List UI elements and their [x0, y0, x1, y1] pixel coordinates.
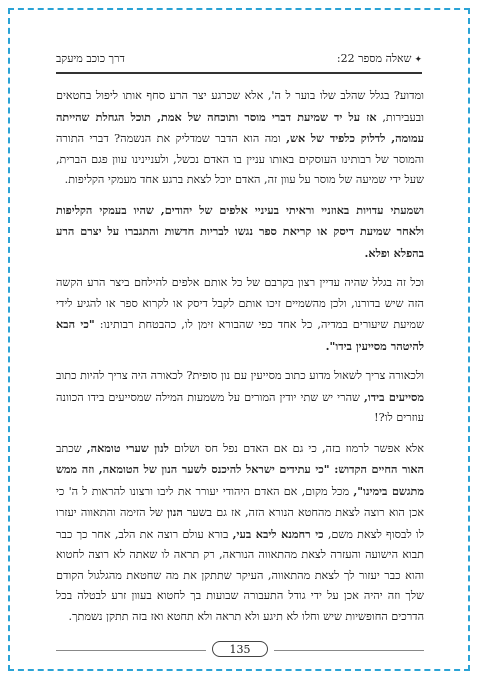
star-icon: ✦ — [414, 54, 422, 65]
bold-run: מסייעים בידו, — [364, 389, 425, 404]
paragraph — [56, 366, 424, 429]
running-header — [56, 47, 422, 69]
text-run: בורא עולם רוצה את הלב, אחר כך כבר תבוא הישועה והעזרה לצאת מהתאווה הנוראה, רק תראה לו שאתה לא רוצה לחטוא והוא כבר יעזור לך לצאת מהתאווה, העיקר שתתקן את מה שחטאת מהגלגול הקודם שלך וזה יהיה אכן על ידי גודל התעבורה שבועות בך לחטוא בעוון זרע לבטלה בכל הדרכים החופשיות שיש וחלו לא תיגע ולא תראה ולא תחטא ואז בזה תתקן נשמתך. — [56, 527, 424, 623]
header-chapter-title — [337, 52, 422, 65]
text-run: שכתב — [56, 441, 87, 455]
paragraph — [56, 438, 424, 628]
bold-run: אז על יד שמיעת דברי מוסר ותוכחה של אמת, תוכל הגחלת שהייתה עמומה, לדלוק כלפיד של אש, — [56, 109, 424, 145]
text-run: ומה הוא הדבר שמדליק את הנשמה? דברי התורה והמוסר של רבותינו העוסקים באותו עניין בו האדם נכשל, ולעניינינו עוון פגם הברית, שעל ידי שמיעה של מוסר על עוון זה, האדם יוכל לצאת ברגע אחד מעמקי הקליפות. — [56, 132, 424, 186]
text-run: ולכאורה צריך לשאול מדוע כתוב מסייעין עם נון סופית? לכאורה היה צריך להיות כתוב — [56, 369, 424, 382]
paragraph — [56, 86, 424, 191]
footer-divider-left — [56, 650, 206, 651]
bold-run: "כי הבא להיטהר מסייעין בידו". — [56, 317, 424, 353]
header-divider — [56, 72, 422, 74]
footer-divider-right — [274, 650, 424, 651]
text-run: אלא אפשר לרמוז בזה, כי גם אם האדם נפל חס ושלום — [168, 441, 424, 455]
text-run: של הזימה והתאווה יעזרו לו לבסוף לצאת משם, — [56, 506, 424, 541]
text-run: וכל זה בגלל שהיה עדיין רצון בקרבם של כל אותם אלפים להילחם ביצר הרע הקשה הזה שיש בדורנו, ולכן מהשמיים זיכו אותם לקבל דיסק או לקרוא ספר או להגיע לידי שמיעת שיעורים במדיה, כל אחד כפי שהבורא זימן לו, כהבטחת רבותינו: — [56, 276, 424, 331]
main-text — [56, 86, 424, 636]
bold-run: לנון שערי טומאה, — [86, 440, 169, 455]
text-run: ומדוע? בגלל שהלב שלו בוער ל ה', אלא שכרגע יצר הרע סחף אותו ליפול בחטאים ובעבירות, — [56, 89, 424, 124]
bold-run: הנון — [167, 505, 183, 519]
bold-run: האור החיים הקדוש: "כי עתידים ישראל להיכנס לשער הנון של הטומאה, וזה ממש מתגשם בימינו", — [56, 462, 424, 498]
bold-run: ושמעתי עדויות באוזניי וראיתי בעיניי אלפים של יהודים, שהיו בעמקי הקליפות ולאחר שמיעת דיסק או קריאת ספר נגשו לבריות חדשות והתגברו על יצרם הרע בהפלא ופלא. — [56, 202, 424, 260]
text-run: מכל מקום, אם האדם היהודי יעורר את ליבו ורצונו להראות ל ה' כי אכן הוא רוצה לצאת מהחטא הנורא הזה, אז גם בשער — [56, 484, 424, 519]
paragraph — [56, 200, 424, 265]
text-run: שהרי יש שתי יודין המורים על משמעות המילה שמסייעים בידו הכוונה עוזרים לו?! — [56, 390, 424, 424]
page-number-text: 135 — [229, 642, 251, 656]
header-book-title: דרך כוכב מיעקב — [56, 51, 125, 65]
paragraph — [56, 273, 424, 357]
bold-run: כי רחמנא ליבא בעי, — [232, 526, 324, 541]
header-chapter-text: שאלה מספר 22: — [336, 51, 412, 65]
page-number — [206, 639, 274, 659]
